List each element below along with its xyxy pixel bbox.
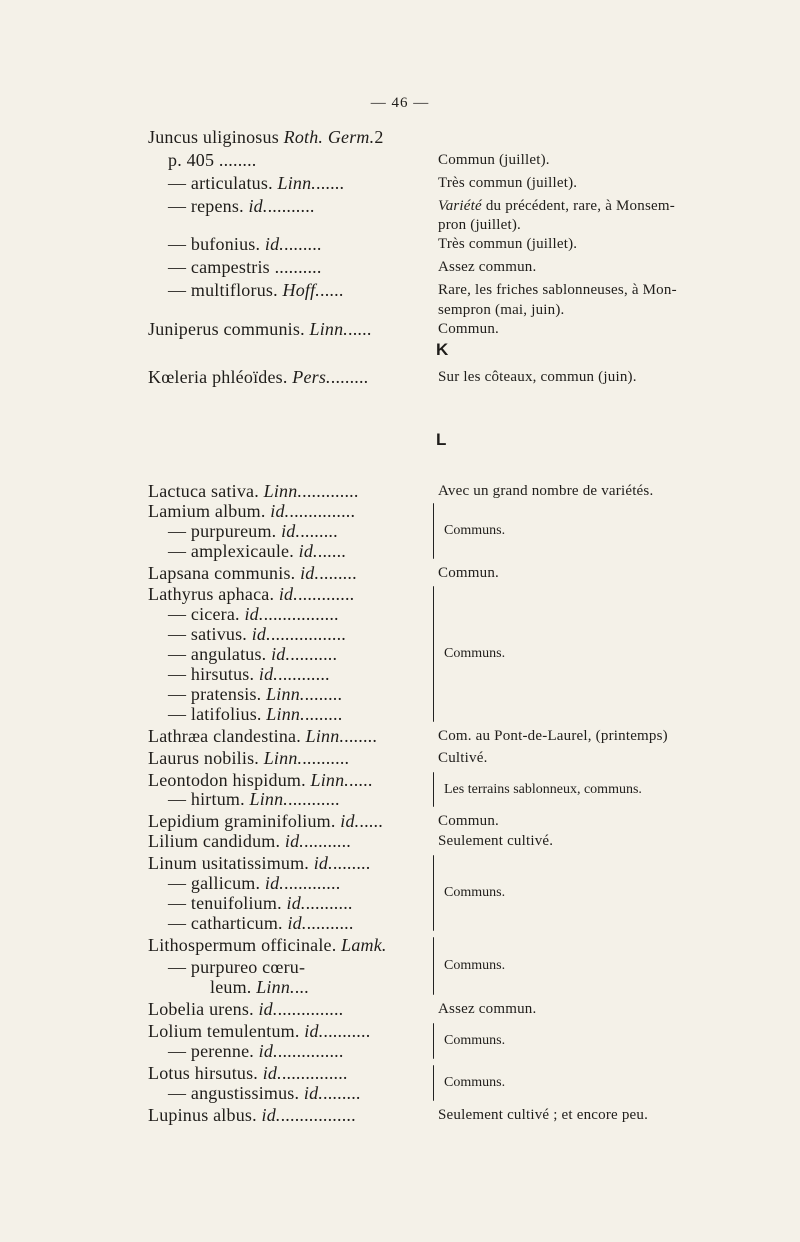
leader-dots: .......... (274, 257, 322, 277)
author: Linn. (263, 748, 303, 768)
group-note: Les terrains sablonneux, communs. (444, 781, 642, 797)
group-bracket (433, 503, 434, 559)
species-label: Lathyrus aphaca. (148, 584, 279, 604)
habitat-note (438, 480, 653, 502)
group-note: Communs. (444, 1075, 506, 1090)
author: id. (244, 604, 264, 624)
species-label: — repens. (168, 196, 249, 216)
species-label: p. 405 ........ (168, 150, 257, 170)
species-label: Kœleria phléoïdes. (148, 367, 293, 387)
species-name (148, 366, 368, 388)
note-text: Seulement cultivé. (438, 833, 554, 849)
group-note: Communs. (444, 1033, 506, 1048)
species-label: Lobelia urens. (148, 999, 259, 1019)
group-bracket (433, 1023, 434, 1059)
leader-dots: ..... (348, 319, 372, 339)
species-label: Lupinus albus. (148, 1105, 262, 1125)
habitat-note (438, 366, 637, 388)
note-text: pron (juillet). (438, 217, 521, 233)
author: Linn. (305, 726, 345, 746)
author: Linn. (310, 770, 350, 790)
list-item (148, 872, 708, 894)
group-note: Communs. (444, 646, 506, 661)
leader-dots: ....... (344, 726, 378, 746)
note-text: Commun (juillet). (438, 152, 550, 168)
species-name (168, 540, 346, 562)
list-item (148, 976, 708, 998)
species-name (148, 583, 354, 605)
list-item (148, 603, 708, 625)
habitat-note (438, 725, 668, 747)
author: id. (313, 853, 333, 873)
leader-dots: .......... (290, 644, 338, 664)
author: Lamk. (341, 935, 387, 955)
list-item (148, 725, 708, 747)
list-item (148, 520, 708, 542)
leader-dots: .............. (289, 501, 356, 521)
species-label: — bufonius. (168, 234, 265, 254)
list-item (148, 810, 708, 832)
author: Linn. (309, 319, 349, 339)
species-name (210, 976, 309, 998)
leader-dots: ................ (270, 624, 347, 644)
list-item (148, 366, 708, 388)
list-item (148, 934, 708, 956)
species-label: Lilium candidum. (148, 831, 285, 851)
group-bracket (433, 855, 434, 931)
author: id. (258, 664, 279, 684)
leader-dots: ........ (332, 853, 371, 873)
species-label: Lathræa clandestina. (148, 726, 306, 746)
species-name (168, 1082, 361, 1104)
species-name (148, 500, 355, 522)
list-item (148, 480, 708, 502)
species-name (168, 703, 342, 725)
author: Linn. (266, 704, 305, 724)
note-text: Cultivé. (438, 750, 488, 766)
species-label: Linum usitatissimum. (148, 853, 314, 873)
species-label: — hirsutus. (168, 664, 259, 684)
habitat-note (438, 149, 550, 171)
author: Pers. (292, 367, 331, 387)
leader-dots: ................ (280, 1105, 356, 1125)
list-item (148, 1020, 708, 1042)
species-name (168, 872, 340, 894)
list-item (148, 998, 708, 1020)
species-name (148, 1020, 370, 1042)
group-bracket (433, 937, 434, 995)
habitat-note (438, 747, 488, 769)
note-text: du précédent, rare, à Monsem- (485, 198, 675, 214)
species-name (168, 892, 353, 914)
leader-dots: ..... (320, 280, 344, 300)
species-label: Lamium album. (148, 501, 271, 521)
list-item (148, 318, 708, 340)
species-label: Lepidium graminifolium. (148, 811, 341, 831)
note-text: Assez commun. (438, 1001, 537, 1017)
species-label: Lithospermum officinale. (148, 935, 342, 955)
leader-dots: .............. (277, 1041, 344, 1061)
leader-dots: ...... (317, 541, 346, 561)
note-text: Très commun (juillet). (438, 175, 578, 191)
note-text: sempron (mai, juin). (438, 302, 565, 318)
leader-dots: ...... (316, 173, 345, 193)
species-label: — latifolius. (168, 704, 267, 724)
species-label: — amplexicaule. (168, 541, 299, 561)
habitat-note (438, 562, 499, 584)
author: Linn. (256, 977, 295, 997)
species-label: Juncus uliginosus (148, 127, 284, 147)
list-item (148, 149, 708, 171)
list-item (148, 703, 708, 725)
author: id. (258, 999, 278, 1019)
note-text: Com. au Pont-de-Laurel, (printemps) (438, 728, 668, 744)
species-label: — gallicum. (168, 873, 265, 893)
species-name (148, 998, 343, 1020)
species-name (168, 1040, 344, 1062)
habitat-note (438, 830, 553, 852)
species-name (148, 810, 383, 832)
note-text: Rare, les friches sablonneuses, à Mon- (438, 282, 677, 298)
list-item (148, 562, 708, 584)
author: id. (303, 1083, 324, 1103)
leader-dots: ............ (297, 584, 355, 604)
species-name (168, 520, 338, 542)
species-name (168, 233, 322, 255)
species-label: — purpureum. (168, 521, 282, 541)
species-name (148, 1062, 348, 1084)
species-name (168, 683, 342, 705)
author: id. (284, 831, 304, 851)
note-text: Commun. (438, 565, 499, 581)
note-emphasis: Variété (438, 198, 486, 214)
species-name (148, 126, 384, 148)
species-label: — pratensis. (168, 684, 267, 704)
leader-dots: ........ (304, 704, 343, 724)
list-item (148, 852, 708, 874)
author: id. (248, 196, 268, 216)
species-name (148, 934, 387, 956)
species-label: Laurus nobilis. (148, 748, 264, 768)
species-name (168, 256, 322, 278)
species-name (148, 318, 372, 340)
section-letter-l: L (436, 430, 447, 449)
species-label: — campestris (168, 257, 275, 277)
species-name (168, 603, 339, 625)
list-item (148, 500, 708, 522)
list-item (148, 623, 708, 645)
species-label: — purpureo cœru- (168, 957, 306, 977)
leader-dots: .............. (277, 999, 344, 1019)
habitat-note (438, 279, 677, 301)
list-item (148, 912, 708, 934)
list-item (148, 683, 708, 705)
list-item (148, 1062, 708, 1084)
species-name (168, 956, 305, 978)
author: id. (287, 913, 307, 933)
species-name (148, 852, 370, 874)
list-item (148, 747, 708, 769)
group-note: Communs. (444, 958, 506, 973)
note-text: Assez commun. (438, 259, 537, 275)
author: id. (261, 1105, 281, 1125)
habitat-note (438, 1104, 648, 1126)
leader-dots: ..... (359, 811, 383, 831)
author: Linn. (249, 789, 289, 809)
author: id. (304, 1021, 324, 1041)
group-note: Communs. (444, 885, 506, 900)
author: Linn. (277, 173, 316, 193)
author: id. (281, 521, 301, 541)
species-name (168, 663, 330, 685)
list-item (148, 1040, 708, 1062)
author: Linn. (266, 684, 305, 704)
leader-dots: .............. (281, 1063, 348, 1083)
species-name (148, 562, 357, 584)
leader-dots: ... (294, 977, 309, 997)
species-name (168, 279, 344, 301)
list-item (148, 256, 708, 278)
leader-dots: .......... (323, 1021, 371, 1041)
species-name (168, 912, 354, 934)
habitat-note (438, 172, 577, 194)
species-label: Lactuca sativa. (148, 481, 264, 501)
species-label: Lotus hirsutus. (148, 1063, 263, 1083)
leader-dots: ............ (302, 481, 359, 501)
species-label: — angustissimus. (168, 1083, 304, 1103)
species-label: Juniperus communis. (148, 319, 310, 339)
author: id. (264, 873, 284, 893)
author: id. (258, 1041, 278, 1061)
species-name (168, 172, 344, 194)
leader-dots: ........ (330, 367, 369, 387)
group-bracket (433, 772, 434, 807)
list-item (148, 172, 708, 194)
species-label: — sativus. (168, 624, 252, 644)
author: Linn. (263, 481, 303, 501)
species-name (168, 643, 337, 665)
habitat-note (438, 318, 499, 340)
list-item (148, 643, 708, 665)
list-item (148, 540, 708, 562)
species-name (148, 747, 349, 769)
leader-dots: ............ (284, 873, 341, 893)
species-name (148, 725, 377, 747)
author: id. (298, 541, 318, 561)
list-item (148, 126, 708, 148)
species-name (168, 149, 257, 171)
note-text: Commun. (438, 321, 499, 337)
leader-dots: ........ (284, 234, 322, 254)
species-label: Lapsana communis. (148, 563, 301, 583)
author: id. (340, 811, 360, 831)
leader-dots: ................ (263, 604, 339, 624)
list-item (148, 663, 708, 685)
species-label: — tenuifolium. (168, 893, 287, 913)
author: id. (251, 624, 271, 644)
author: Hoff. (282, 280, 321, 300)
leader-dots: .......... (267, 196, 315, 216)
species-name (148, 830, 351, 852)
leader-dots: ........ (319, 563, 357, 583)
leader-dots: ........ (300, 521, 338, 541)
habitat-note (438, 998, 536, 1020)
species-label: — angulatus. (168, 644, 272, 664)
list-item (148, 583, 708, 605)
species-label: — cicera. (168, 604, 245, 624)
note-text: Très commun (juillet). (438, 236, 578, 252)
species-name (168, 623, 346, 645)
leader-dots: ........ (304, 684, 343, 704)
author: id. (300, 563, 320, 583)
species-label: Lolium temulentum. (148, 1021, 305, 1041)
leader-dots: .......... (306, 913, 354, 933)
species-name (148, 480, 359, 502)
habitat-note (438, 256, 536, 278)
list-item (148, 1104, 708, 1126)
leader-dots: ........ (323, 1083, 361, 1103)
list-item (148, 830, 708, 852)
author: id. (264, 234, 285, 254)
page-number: — 46 — (370, 95, 430, 111)
note-text: Commun. (438, 813, 499, 829)
author: id. (278, 584, 298, 604)
author: id. (271, 644, 291, 664)
species-label: leum. (210, 977, 257, 997)
leader-dots: .......... (302, 748, 350, 768)
leader-dots: .......... (304, 831, 351, 851)
note-text: Sur les côteaux, commun (juin). (438, 369, 637, 385)
species-label: — perenne. (168, 1041, 259, 1061)
leader-dots: 2 (374, 127, 384, 147)
species-label: — hirtum. (168, 789, 250, 809)
list-item (148, 279, 708, 301)
species-name (148, 1104, 356, 1126)
leader-dots: ........... (278, 664, 330, 684)
list-item (148, 1082, 708, 1104)
author: id. (270, 501, 290, 521)
leader-dots: ..... (349, 770, 373, 790)
author: id. (262, 1063, 282, 1083)
leader-dots: ........... (288, 789, 340, 809)
group-note: Communs. (444, 523, 506, 538)
note-text: Avec un grand nombre de variétés. (438, 483, 654, 499)
note-text: Seulement cultivé ; et encore peu. (438, 1107, 649, 1123)
group-bracket (433, 1065, 434, 1101)
habitat-note (438, 810, 499, 832)
leader-dots: .......... (305, 893, 353, 913)
species-label: — catharticum. (168, 913, 288, 933)
species-label: — articulatus. (168, 173, 278, 193)
list-item (148, 233, 708, 255)
list-item (148, 956, 708, 978)
section-letter-k: K (436, 340, 449, 359)
habitat-note (438, 233, 577, 255)
list-item (148, 892, 708, 914)
species-name (168, 788, 340, 810)
author: Roth. Germ. (283, 127, 375, 147)
group-bracket (433, 586, 434, 722)
author: id. (286, 893, 306, 913)
species-label: — multiflorus. (168, 280, 283, 300)
species-label: Leontodon hispidum. (148, 770, 311, 790)
